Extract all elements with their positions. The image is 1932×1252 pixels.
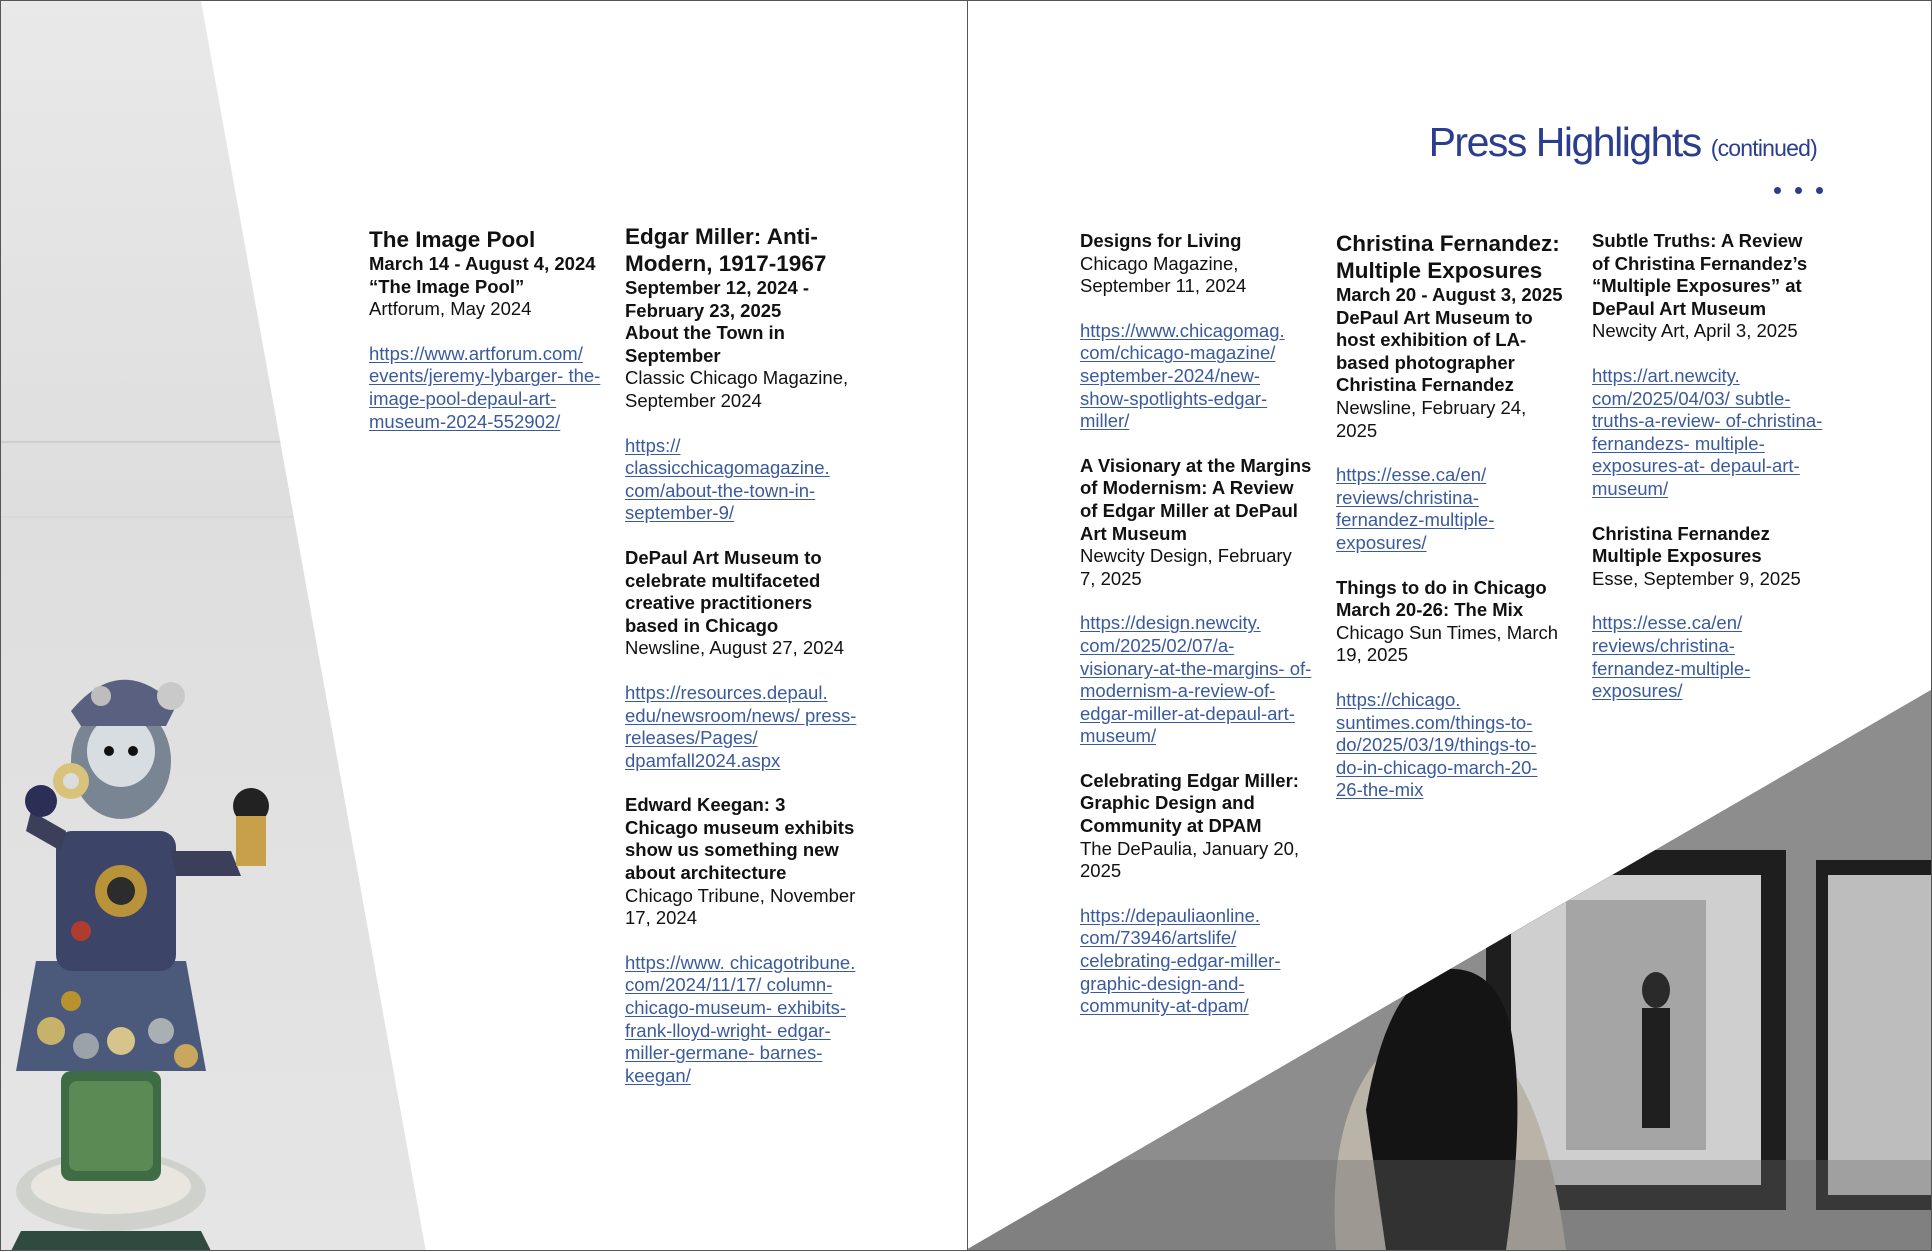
article-source: Newsline, February 24, 2025	[1336, 396, 1527, 441]
article-link[interactable]: https://design.newcity. com/2025/02/07/a- visionary-at-the-margins- of-modernism-a-review-of- edgar-miller-at-depaul-art- museum/	[1080, 612, 1312, 747]
article-link[interactable]: https://www.chicagomag. com/chicago-magazine/ september-2024/new- show-spotlights-edgar- miller/	[1080, 319, 1285, 432]
article-title: About the Town in September	[625, 322, 785, 366]
article-title: Christina Fernandez Multiple Exposures	[1592, 522, 1770, 567]
article-title: DePaul Art Museum to host exhibition of LA-based photographer Christina Fernandez	[1336, 306, 1533, 396]
article-link[interactable]: https://resources.depaul. edu/newsroom/news/ press-releases/Pages/ dpamfall2024.aspx	[625, 681, 857, 771]
article-source: Chicago Sun Times, March 19, 2025	[1336, 621, 1559, 666]
article-source: Esse, September 9, 2025	[1592, 567, 1801, 589]
press-item	[1592, 523, 1824, 591]
article-title: Designs for Living	[1080, 230, 1242, 251]
press-item	[1080, 455, 1312, 591]
press-item	[1336, 577, 1568, 667]
press-item	[369, 276, 604, 321]
article-link[interactable]: https://www.artforum.com/ events/jeremy-lybarger- the-image-pool-depaul-art- museum-2024-552902/	[369, 342, 601, 432]
sculpture-photo	[1, 1, 431, 1251]
article-title: A Visionary at the Margins of Modernism: A Review of Edgar Miller at DePaul Art Museum	[1080, 454, 1312, 544]
article-source: Chicago Tribune, November 17, 2024	[625, 884, 856, 929]
article-title: Edward Keegan: 3 Chicago museum exhibits show us something new about architecture	[625, 794, 855, 884]
article-source: Chicago Magazine, September 11, 2024	[1080, 252, 1247, 297]
wall-edge	[1, 516, 431, 518]
wall-edge	[1, 441, 431, 443]
page-title	[1429, 119, 1817, 166]
article-source: Classic Chicago Magazine, September 2024	[625, 367, 849, 411]
article-source: Newcity Design, February 7, 2025	[1080, 545, 1292, 589]
press-item	[1080, 770, 1312, 883]
article-title: Celebrating Edgar Miller: Graphic Design and Community at DPAM	[1080, 769, 1299, 837]
column-image-pool	[369, 226, 604, 455]
article-source: Artforum, May 2024	[369, 298, 532, 320]
press-item	[625, 322, 860, 412]
article-link[interactable]: https://art.newcity. com/2025/04/03/ subtle-truths-a-review- of-christina-fernandezs- multiple-exposures-at- depaul-art-museum/	[1592, 364, 1823, 499]
article-source: Newcity Art, April 3, 2025	[1592, 320, 1798, 342]
exhibition-title: Edgar Miller: Anti-Modern, 1917-1967	[625, 224, 827, 276]
article-title: “The Image Pool”	[369, 275, 525, 297]
exhibition-dates: March 20 - August 3, 2025	[1336, 284, 1563, 305]
article-link[interactable]: https://esse.ca/en/ reviews/christina- fernandez-multiple- exposures/	[1592, 612, 1751, 702]
column-christina-fernandez-continued	[1592, 230, 1824, 725]
article-link[interactable]: https:// classicchicagomagazine. com/about-the-town-in- september-9/	[625, 434, 830, 524]
article-link[interactable]: https://www. chicagotribune. com/2024/11/17/ column-chicago-museum- exhibits-frank-lloyd-wright- edgar-miller-germane- barnes-keegan/	[625, 951, 856, 1086]
article-link[interactable]: https://chicago. suntimes.com/things-to- do/2025/03/19/things-to- do-in-chicago-march-20- 26-the-mix	[1336, 688, 1538, 801]
article-link[interactable]: https://depauliaonline. com/73946/artslife/ celebrating-edgar-miller- graphic-design-and- community-at-dpam/	[1080, 904, 1281, 1017]
article-title: DePaul Art Museum to celebrate multifaceted creative practitioners based in Chicago	[625, 546, 822, 636]
exhibition-title: Christina Fernandez: Multiple Exposures	[1336, 231, 1560, 283]
page-title-text: Press Highlights	[1428, 119, 1701, 165]
article-link[interactable]: https://esse.ca/en/ reviews/christina- fernandez-multiple- exposures/	[1336, 464, 1495, 553]
press-item	[1336, 307, 1568, 443]
press-item	[1080, 230, 1312, 298]
article-source: The DePaulia, January 20, 2025	[1080, 837, 1300, 882]
press-item	[1592, 230, 1824, 343]
bottlecap-sculpture-image	[1, 601, 361, 1251]
article-title: Things to do in Chicago March 20-26: The Mix	[1336, 576, 1547, 621]
column-edgar-miller-continued	[1080, 230, 1312, 1040]
article-title: Subtle Truths: A Review of Christina Fernandez’s “Multiple Exposures” at DePaul Art Museum	[1592, 230, 1808, 319]
column-edgar-miller	[625, 223, 860, 1109]
article-source: Newsline, August 27, 2024	[625, 637, 845, 659]
exhibition-title: The Image Pool	[369, 227, 536, 252]
exhibition-dates: March 14 - August 4, 2024	[369, 253, 596, 274]
press-item	[625, 794, 860, 930]
ellipsis-dots-icon	[1774, 187, 1823, 194]
right-page	[967, 0, 1932, 1251]
page-title-continued: (continued)	[1710, 135, 1817, 161]
exhibition-dates: September 12, 2024 - February 23, 2025	[625, 277, 810, 321]
press-item	[625, 547, 860, 660]
column-christina-fernandez	[1336, 230, 1568, 824]
